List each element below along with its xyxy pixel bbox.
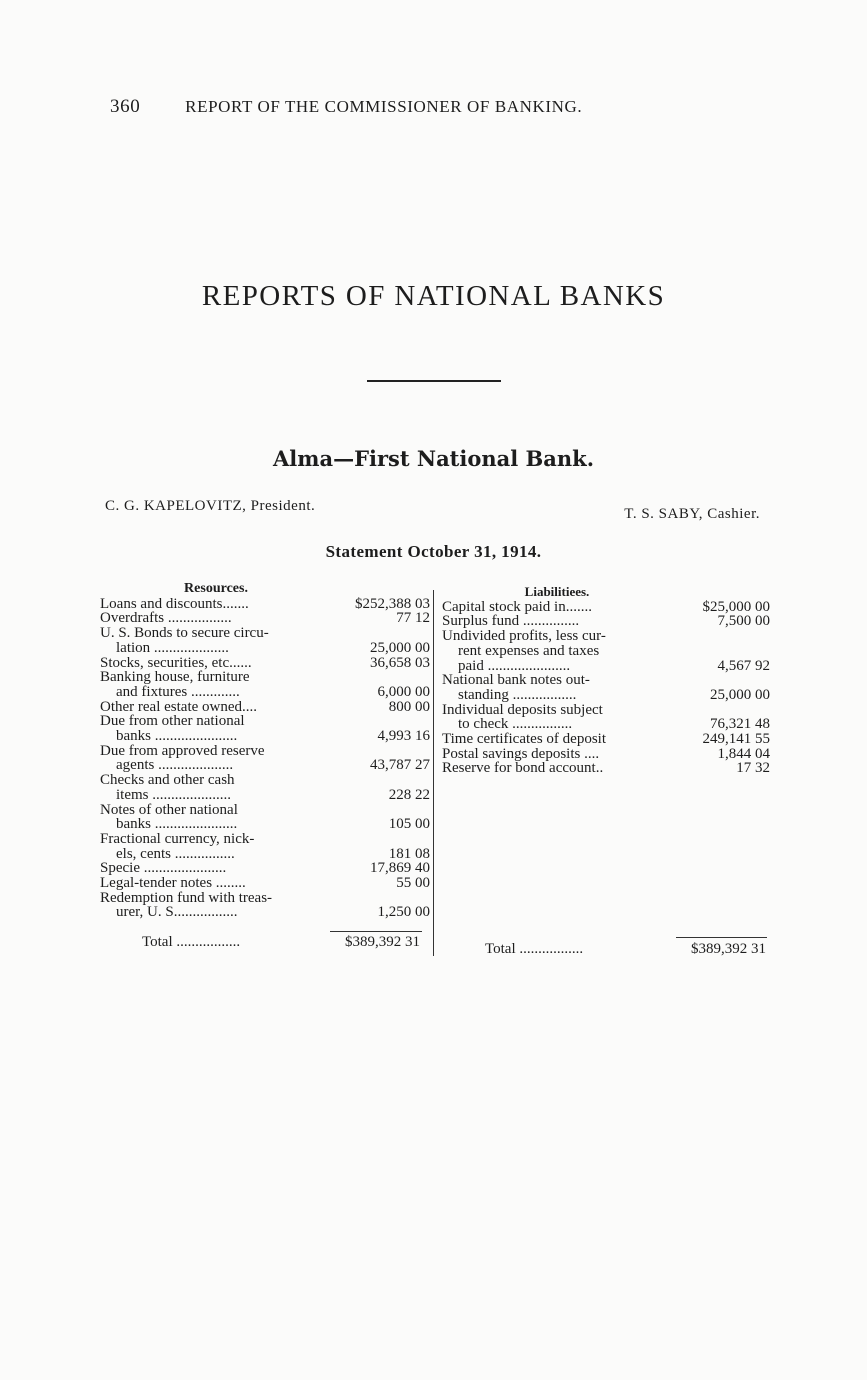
resources-item [100, 700, 430, 715]
liabilities-item-label [442, 600, 672, 615]
running-head-title: REPORT OF THE COMMISSIONER OF BANKING. [185, 97, 583, 116]
resources-item-label [100, 861, 332, 876]
resources-item-label-line: banks ...................... [116, 728, 238, 745]
liabilities-item [442, 761, 770, 776]
liabilities-item-amount: 76,321 48 [710, 716, 770, 733]
resources-item-label-line: Loans and discounts....... [100, 595, 249, 612]
president-line: C. G. KAPELOVITZ, President. [105, 498, 316, 514]
liabilities-item-label-line: National bank notes out- [442, 672, 590, 689]
resources-item-label-line: Due from approved reserve [100, 742, 265, 759]
resources-item [100, 744, 430, 773]
resources-item-label-line: agents .................... [116, 757, 234, 774]
resources-item [100, 656, 430, 671]
running-head [110, 96, 582, 118]
liabilities-item-label [442, 614, 672, 629]
resources-item-label-line: and fixtures ............. [116, 683, 240, 700]
liabilities-item [442, 703, 770, 732]
liabilities-list [442, 600, 770, 776]
liabilities-item-label [442, 761, 672, 776]
resources-item-label-line: banks ...................... [116, 816, 238, 833]
resources-item-amount: 6,000 00 [377, 683, 430, 700]
liabilities-item-label-line: paid ...................... [458, 657, 571, 674]
liabilities-item-amount: 25,000 00 [710, 686, 770, 703]
resources-item-label-line: Stocks, securities, etc...... [100, 654, 252, 671]
page-number: 360 [110, 96, 141, 117]
resources-item-label [100, 597, 332, 612]
liabilities-item-amount: 7,500 00 [717, 613, 770, 630]
resources-item-label [100, 611, 332, 626]
resources-item-amount: 36,658 03 [370, 654, 430, 671]
resources-list [100, 597, 430, 920]
liabilities-item-label-line: Surplus fund ............... [442, 613, 580, 630]
resources-item-amount: 55 00 [396, 875, 430, 892]
resources-item [100, 773, 430, 802]
resources-item-label [100, 744, 332, 773]
resources-item-label-line: Other real estate owned.... [100, 698, 258, 715]
resources-item-label [100, 700, 332, 715]
resources-item-amount: $252,388 03 [355, 595, 430, 612]
resources-item-label [100, 832, 332, 861]
liabilities-total-amount: $389,392 31 [691, 941, 766, 957]
liabilities-item-label-line: Individual deposits subject [442, 701, 603, 718]
resources-item-label [100, 803, 332, 832]
statement-date: Statement October 31, 1914. [325, 542, 542, 561]
liabilities-item [442, 629, 770, 673]
liabilities-item-label-line: Undivided profits, less cur- [442, 628, 606, 645]
liabilities-item-amount: 4,567 92 [717, 657, 770, 674]
resources-item-label [100, 714, 332, 743]
resources-item-label [100, 876, 332, 891]
liabilities-item-label-line: standing ................. [458, 686, 577, 703]
liabilities-item-label [442, 629, 672, 673]
liabilities-item [442, 732, 770, 747]
liabilities-item-label-line: to check ................ [458, 716, 573, 733]
liabilities-item-label-line: Postal savings deposits .... [442, 745, 600, 762]
resources-item [100, 670, 430, 699]
resources-item-label-line: Specie ...................... [100, 860, 227, 877]
resources-item-amount: 17,869 40 [370, 860, 430, 877]
resources-item [100, 626, 430, 655]
resources-item-amount: 4,993 16 [377, 728, 430, 745]
column-divider [433, 590, 434, 956]
resources-item-label [100, 626, 332, 655]
liabilities-item [442, 614, 770, 629]
liabilities-item-label-line: Time certificates of deposit [442, 731, 606, 748]
resources-item-amount: 228 22 [388, 786, 430, 803]
resources-item-label-line: Overdrafts ................. [100, 610, 232, 627]
liabilities-total-label: Total ................. [485, 941, 584, 957]
resources-total-label: Total ................. [142, 934, 241, 950]
liabilities-item-label-line: rent expenses and taxes [458, 642, 600, 659]
resources-item [100, 832, 430, 861]
resources-heading: Resources. [184, 581, 248, 596]
liabilities-item-amount: 249,141 55 [702, 731, 770, 748]
resources-item [100, 803, 430, 832]
resources-total-row [102, 934, 420, 951]
liabilities-item-label [442, 703, 672, 732]
resources-total-amount: $389,392 31 [345, 934, 420, 950]
liabilities-heading: Liabilitiees. [524, 584, 590, 599]
resources-item [100, 611, 430, 626]
resources-item [100, 891, 430, 920]
resources-item [100, 597, 430, 612]
liabilities-item-label-line: Reserve for bond account.. [442, 760, 604, 777]
liabilities-item [442, 747, 770, 762]
title-rule [367, 380, 501, 382]
resources-item [100, 861, 430, 876]
resources-item-label-line: Notes of other national [100, 801, 238, 818]
resources-item-amount: 77 12 [396, 610, 430, 627]
liabilities-column [442, 585, 770, 776]
resources-item-label-line: Checks and other cash [100, 772, 235, 789]
cashier-line: T. S. SABY, Cashier. [624, 506, 760, 522]
resources-item-label [100, 670, 332, 699]
resources-item-amount: 800 00 [388, 698, 430, 715]
resources-sum-rule [330, 931, 422, 932]
liabilities-total-row [445, 941, 766, 958]
resources-item-label-line: U. S. Bonds to secure circu- [100, 625, 269, 642]
resources-item-label [100, 891, 332, 920]
resources-item-label-line: Banking house, furniture [100, 669, 250, 686]
liabilities-item-label [442, 747, 672, 762]
liabilities-item-amount: 17 32 [736, 760, 770, 777]
resources-item-label-line: Legal-tender notes ........ [100, 875, 246, 892]
resources-item-amount: 1,250 00 [377, 904, 430, 921]
liabilities-item-amount: 1,844 04 [717, 745, 770, 762]
liabilities-sum-rule [676, 937, 767, 938]
resources-item-label-line: lation .................... [116, 639, 229, 656]
liabilities-item [442, 600, 770, 615]
liabilities-item-label [442, 673, 672, 702]
resources-item-label-line: Redemption fund with treas- [100, 889, 273, 906]
resources-column [100, 582, 430, 920]
liabilities-item-amount: $25,000 00 [702, 598, 770, 615]
resources-item-label [100, 773, 332, 802]
resources-item-amount: 25,000 00 [370, 639, 430, 656]
resources-item [100, 714, 430, 743]
resources-item-amount: 181 08 [388, 845, 430, 862]
resources-item [100, 876, 430, 891]
resources-item-label-line: Due from other national [100, 713, 245, 730]
resources-item-amount: 105 00 [388, 816, 430, 833]
resources-item-label-line: items ..................... [116, 786, 231, 803]
resources-item-label [100, 656, 332, 671]
resources-item-amount: 43,787 27 [370, 757, 430, 774]
resources-item-label-line: Fractional currency, nick- [100, 830, 255, 847]
resources-item-label-line: urer, U. S................. [116, 904, 238, 921]
liabilities-item [442, 673, 770, 702]
bank-title: Alma—First National Bank. [272, 446, 595, 471]
liabilities-item-label-line: Capital stock paid in....... [442, 598, 592, 615]
liabilities-item-label [442, 732, 672, 747]
section-title: REPORTS OF NATIONAL BANKS [201, 280, 666, 312]
resources-item-label-line: els, cents ................ [116, 845, 235, 862]
